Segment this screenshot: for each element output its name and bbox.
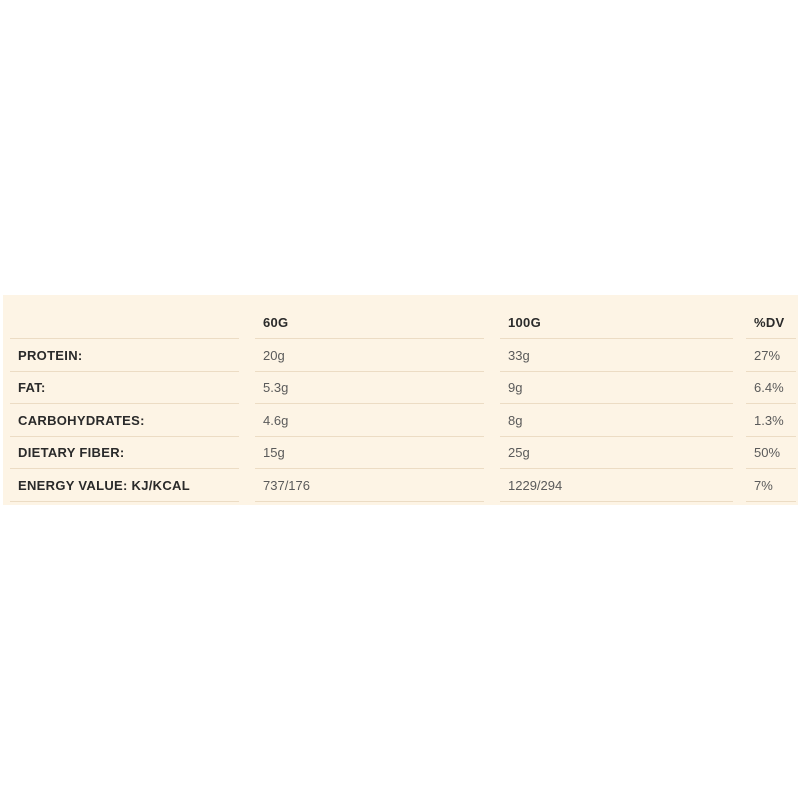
- row-value-100g: 1229/294: [500, 470, 733, 502]
- row-label: ENERGY VALUE: KJ/KCAL: [10, 470, 239, 502]
- nutrition-table: [3, 295, 798, 505]
- row-label: CARBOHYDRATES:: [10, 405, 239, 437]
- row-label: FAT:: [10, 372, 239, 404]
- row-value-dv: 50%: [746, 437, 796, 469]
- row-value-60g: 737/176: [255, 470, 484, 502]
- header-empty: [10, 307, 239, 339]
- row-value-dv: 7%: [746, 470, 796, 502]
- row-value-100g: 9g: [500, 372, 733, 404]
- row-label: DIETARY FIBER:: [10, 437, 239, 469]
- row-value-60g: 4.6g: [255, 405, 484, 437]
- row-label: PROTEIN:: [10, 340, 239, 372]
- row-value-100g: 8g: [500, 405, 733, 437]
- header-100g: 100G: [500, 307, 733, 339]
- row-value-dv: 6.4%: [746, 372, 796, 404]
- header-dv: %DV: [746, 307, 796, 339]
- header-60g: 60G: [255, 307, 484, 339]
- row-value-100g: 33g: [500, 340, 733, 372]
- row-value-60g: 5.3g: [255, 372, 484, 404]
- row-value-dv: 1.3%: [746, 405, 796, 437]
- row-value-dv: 27%: [746, 340, 796, 372]
- row-value-60g: 20g: [255, 340, 484, 372]
- row-value-100g: 25g: [500, 437, 733, 469]
- row-value-60g: 15g: [255, 437, 484, 469]
